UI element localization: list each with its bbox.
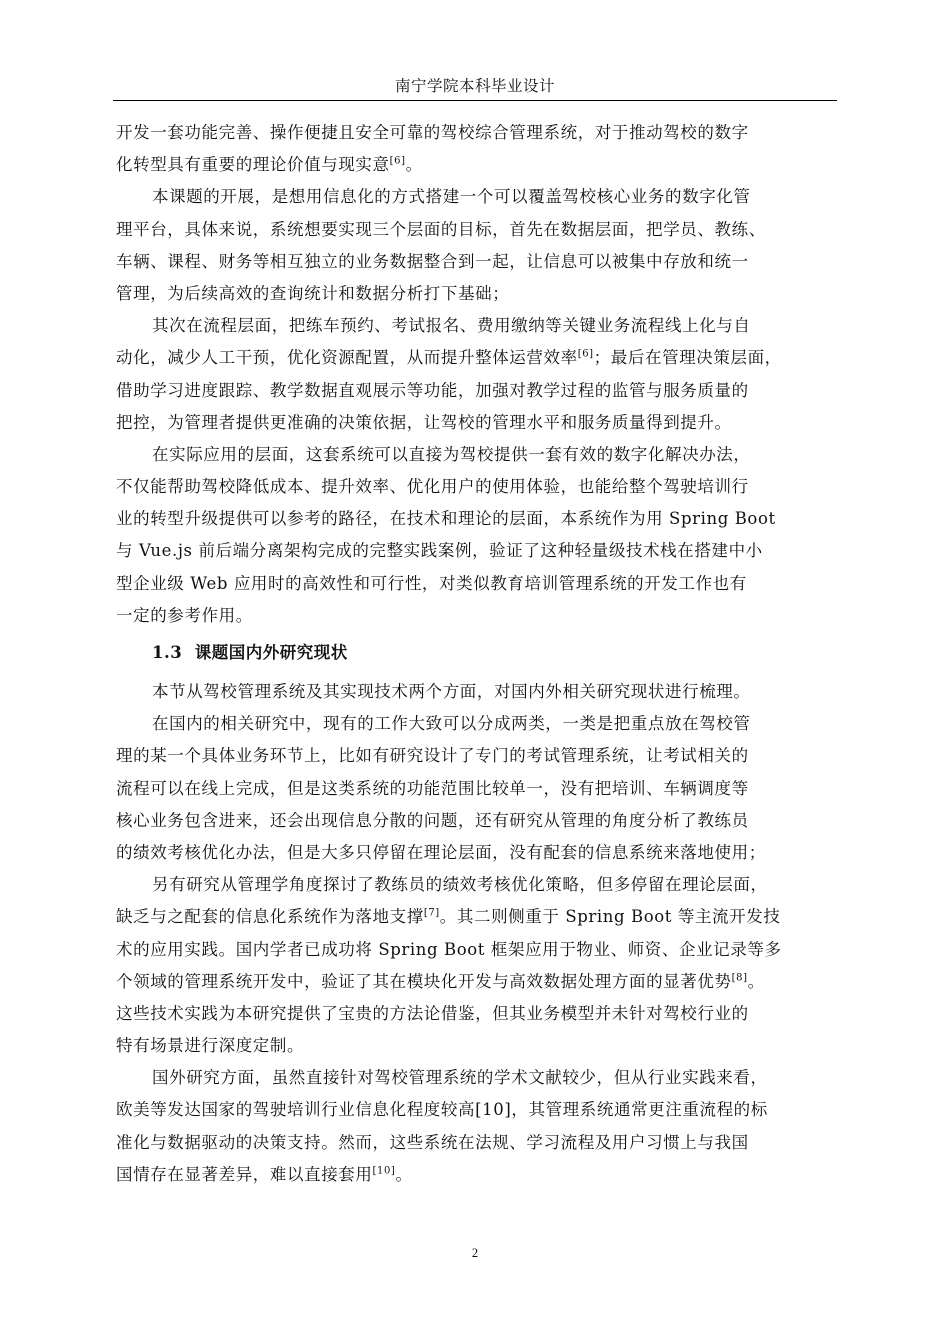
text-line: 型企业级 Web 应用时的高效性和可行性，对类似教育培训管理系统的开发工作也有	[116, 573, 747, 593]
text-line: 车辆、课程、财务等相互独立的业务数据整合到一起，让信息可以被集中存放和统一	[116, 251, 749, 271]
paragraph-group-research	[116, 676, 836, 1191]
text-line: 核心业务包含进来，还会出现信息分散的问题，还有研究从管理的角度分析了教练员	[116, 810, 749, 830]
text-line: 一定的参考作用。	[116, 605, 253, 625]
page-header: 南宁学院本科毕业设计	[394, 77, 555, 95]
text-line: 业的转型升级提供可以参考的路径，在技术和理论的层面，本系统作为用 Spring Boot	[116, 509, 776, 529]
text-line: 与 Vue.js 前后端分离架构完成的完整实践案例，验证了这种轻量级技术栈在搭建中小	[116, 541, 763, 561]
paragraph	[116, 117, 836, 181]
text-line: 理的某一个具体业务环节上，比如有研究设计了专门的考试管理系统，让考试相关的	[116, 746, 749, 766]
section-title: 课题国内外研究现状	[194, 643, 348, 662]
header-rule	[113, 100, 837, 101]
text-line: 国外研究方面，虽然直接针对驾校管理系统的学术文献较少，但从行业实践来看，	[152, 1068, 768, 1088]
text-line: 缺乏与之配套的信息化系统作为落地支撑[7]。其二则侧重于 Spring Boot 等主流开发技	[116, 907, 781, 927]
text-line: 把控，为管理者提供更准确的决策依据，让驾校的管理水平和服务质量得到提升。	[116, 412, 732, 432]
text-line: 其次在流程层面，把练车预约、考试报名、费用缴纳等关键业务流程线上化与自	[152, 316, 751, 336]
text-line: 的绩效考核优化办法，但是大多只停留在理论层面，没有配套的信息系统来落地使用；	[116, 842, 766, 862]
text-line: 个领域的管理系统开发中，验证了其在模块化开发与高效数据处理方面的显著优势[8]。	[116, 971, 765, 991]
paragraph	[116, 869, 836, 1062]
text-line: 本课题的开展，是想用信息化的方式搭建一个可以覆盖驾校核心业务的数字化管	[152, 187, 751, 207]
paragraph	[116, 676, 836, 708]
text-line: 本节从驾校管理系统及其实现技术两个方面，对国内外相关研究现状进行梳理。	[152, 682, 751, 701]
paragraph-group-intro	[116, 117, 836, 632]
text-line: 动化，减少人工干预，优化资源配置，从而提升整体运营效率[6]；最后在管理决策层面，	[116, 348, 782, 368]
text-line: 不仅能帮助驾校降低成本、提升效率、优化用户的使用体验，也能给整个驾驶培训行	[116, 477, 749, 497]
text-line: 管理，为后续高效的查询统计和数据分析打下基础；	[116, 283, 510, 303]
text-line: 在国内的相关研究中，现有的工作大致可以分成两类，一类是把重点放在驾校管	[152, 714, 751, 734]
text-line: 流程可以在线上完成，但是这类系统的功能范围比较单一，没有把培训、车辆调度等	[116, 778, 749, 798]
section-number: 1.3	[152, 643, 183, 662]
text-line: 化转型具有重要的理论价值与现实意[6]。	[116, 155, 423, 175]
page-number: 2	[471, 1246, 479, 1260]
text-line: 理平台，具体来说，系统想要实现三个层面的目标，首先在数据层面，把学员、教练、	[116, 219, 766, 239]
text-line: 国情存在显著差异，难以直接套用[10]。	[116, 1164, 413, 1184]
paragraph	[116, 1062, 836, 1191]
text-line: 欧美等发达国家的驾驶培训行业信息化程度较高[10]，其管理系统通常更注重流程的标	[116, 1100, 768, 1120]
paragraph	[116, 708, 836, 869]
paragraph	[116, 310, 836, 439]
text-line: 借助学习进度跟踪、教学数据直观展示等功能，加强对教学过程的监管与服务质量的	[116, 380, 749, 400]
text-line: 特有场景进行深度定制。	[116, 1036, 305, 1056]
text-line: 这些技术实践为本研究提供了宝贵的方法论借鉴，但其业务模型并未针对驾校行业的	[116, 1003, 749, 1023]
text-line: 另有研究从管理学角度探讨了教练员的绩效考核优化策略，但多停留在理论层面，	[152, 875, 768, 895]
paragraph	[116, 439, 836, 632]
paragraph	[116, 181, 836, 310]
text-line: 准化与数据驱动的决策支持。然而，这些系统在法规、学习流程及用户习惯上与我国	[116, 1132, 749, 1152]
body-content	[116, 117, 836, 1191]
text-line: 术的应用实践。国内学者已成功将 Spring Boot 框架应用于物业、师资、企业记录等多	[116, 939, 782, 959]
section-heading	[116, 636, 836, 670]
text-line: 在实际应用的层面，这套系统可以直接为驾校提供一套有效的数字化解决办法，	[152, 444, 751, 464]
text-line: 开发一套功能完善、操作便捷且安全可靠的驾校综合管理系统，对于推动驾校的数字	[116, 123, 749, 142]
